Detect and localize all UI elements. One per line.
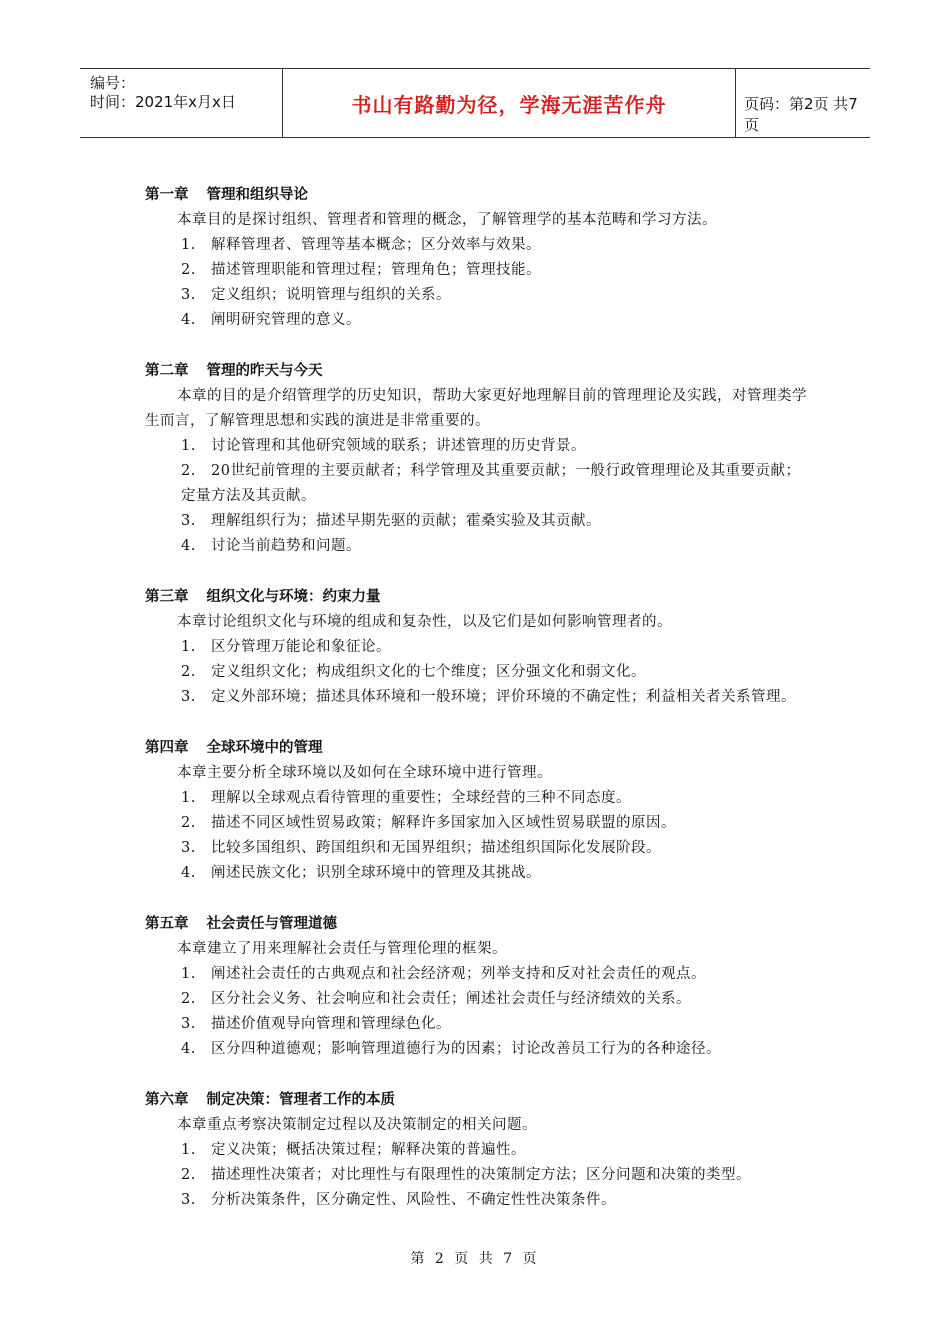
chapter-number: 第一章 <box>145 187 189 203</box>
objective-text: 描述价值观导向管理和管理绿色化。 <box>211 1016 451 1032</box>
objective-item <box>145 1012 815 1037</box>
objective-item <box>145 861 815 886</box>
objective-number: 1. <box>181 1142 196 1158</box>
objective-item <box>145 635 815 660</box>
page-footer: 第 2 页 共 7 页 <box>410 1251 540 1267</box>
chapter-title <box>145 359 815 384</box>
objective-item <box>145 1138 815 1163</box>
objective-item <box>145 308 815 333</box>
header-page-cell <box>736 69 870 137</box>
chapter-section <box>145 1088 815 1213</box>
objective-item <box>145 660 815 685</box>
page-info: 页码：第2页 共7页 <box>744 95 858 134</box>
objective-number: 2. <box>181 262 196 278</box>
chapter-intro: 本章重点考察决策制定过程以及决策制定的相关问题。 <box>177 1117 537 1133</box>
chapter-subtitle: 组织文化与环境：约束力量 <box>206 589 381 605</box>
objective-number: 2. <box>181 1167 196 1183</box>
objective-item <box>145 534 815 559</box>
objective-text: 比较多国组织、跨国组织和无国界组织；描述组织国际化发展阶段。 <box>211 840 661 856</box>
chapter-section <box>145 183 815 333</box>
objective-text: 阐述社会责任的古典观点和社会经济观；列举支持和反对社会责任的观点。 <box>211 966 706 982</box>
objective-number: 4. <box>181 538 196 554</box>
objective-text: 阐明研究管理的意义。 <box>211 312 361 328</box>
objective-number: 1. <box>181 237 196 253</box>
objective-number: 4. <box>181 1041 196 1057</box>
document-body <box>145 183 815 1239</box>
objective-item <box>145 786 815 811</box>
time-label: 时间：2021年x月x日 <box>90 93 236 111</box>
objective-text: 描述不同区域性贸易政策；解释许多国家加入区域性贸易联盟的原因。 <box>211 815 676 831</box>
chapter-number: 第五章 <box>145 916 189 932</box>
objective-text: 定义组织；说明管理与组织的关系。 <box>211 287 451 303</box>
header-meta-cell <box>80 69 283 137</box>
objective-number: 2. <box>181 664 196 680</box>
objective-number: 3. <box>181 1192 196 1208</box>
chapter-intro: 本章建立了用来理解社会责任与管理伦理的框架。 <box>177 941 507 957</box>
objective-text: 理解组织行为；描述早期先驱的贡献；霍桑实验及其贡献。 <box>211 513 601 529</box>
objective-text: 理解以全球观点看待管理的重要性；全球经营的三种不同态度。 <box>211 790 631 806</box>
chapter-number: 第三章 <box>145 589 189 605</box>
header-motto-cell <box>283 69 736 137</box>
chapter-section <box>145 736 815 886</box>
objective-item <box>145 1188 815 1213</box>
objective-item <box>145 283 815 308</box>
page-header <box>80 68 870 138</box>
objective-number: 2. <box>181 815 196 831</box>
serial-label: 编号： <box>90 74 136 92</box>
chapter-subtitle: 制定决策：管理者工作的本质 <box>206 1092 395 1108</box>
objective-text: 定义决策；概括决策过程；解释决策的普遍性。 <box>211 1142 526 1158</box>
objective-item <box>145 836 815 861</box>
objective-item <box>145 987 815 1012</box>
objective-number: 1. <box>181 438 196 454</box>
objective-text: 描述管理职能和管理过程；管理角色；管理技能。 <box>211 262 541 278</box>
chapter-subtitle: 管理的昨天与今天 <box>206 363 323 379</box>
chapter-section <box>145 359 815 559</box>
objective-item <box>145 685 815 710</box>
objective-number: 2. <box>181 991 196 1007</box>
objective-number: 1. <box>181 966 196 982</box>
objective-text: 描述理性决策者；对比理性与有限理性的决策制定方法；区分问题和决策的类型。 <box>211 1167 751 1183</box>
chapter-title <box>145 736 815 761</box>
objective-text: 定义组织文化；构成组织文化的七个维度；区分强文化和弱文化。 <box>211 664 646 680</box>
objective-number: 3. <box>181 689 196 705</box>
chapter-intro: 本章的目的是介绍管理学的历史知识，帮助大家更好地理解目前的管理理论及实践，对管理类学生而言，了解管理思想和实践的演进是非常重要的。 <box>145 388 807 429</box>
objective-item <box>145 233 815 258</box>
objective-number: 3. <box>181 840 196 856</box>
objective-text: 区分四种道德观；影响管理道德行为的因素；讨论改善员工行为的各种途径。 <box>211 1041 721 1057</box>
chapter-title <box>145 585 815 610</box>
objective-text: 讨论当前趋势和问题。 <box>211 538 361 554</box>
objective-text: 区分社会义务、社会响应和社会责任；阐述社会责任与经济绩效的关系。 <box>211 991 691 1007</box>
objective-item <box>145 811 815 836</box>
motto: 书山有路勤为径，学海无涯苦作舟 <box>351 93 667 117</box>
chapter-number: 第四章 <box>145 740 189 756</box>
objective-text: 讨论管理和其他研究领域的联系；讲述管理的历史背景。 <box>211 438 586 454</box>
objective-number: 1. <box>181 790 196 806</box>
objective-item <box>145 434 815 459</box>
chapter-title <box>145 183 815 208</box>
objective-number: 3. <box>181 287 196 303</box>
objective-text: 定义外部环境；描述具体环境和一般环境；评价环境的不确定性；利益相关者关系管理。 <box>211 689 796 705</box>
objective-text: 区分管理万能论和象征论。 <box>211 639 391 655</box>
chapter-number: 第六章 <box>145 1092 189 1108</box>
objective-text: 解释管理者、管理等基本概念；区分效率与效果。 <box>211 237 541 253</box>
objective-text: 分析决策条件，区分确定性、风险性、不确定性性决策条件。 <box>211 1192 616 1208</box>
chapter-intro: 本章主要分析全球环境以及如何在全球环境中进行管理。 <box>177 765 552 781</box>
chapter-title <box>145 1088 815 1113</box>
objective-number: 2. <box>181 463 196 479</box>
chapter-subtitle: 管理和组织导论 <box>206 187 308 203</box>
chapter-section <box>145 912 815 1062</box>
objective-number: 4. <box>181 312 196 328</box>
chapter-number: 第二章 <box>145 363 189 379</box>
objective-item <box>145 962 815 987</box>
objective-number: 3. <box>181 1016 196 1032</box>
chapter-subtitle: 社会责任与管理道德 <box>206 916 337 932</box>
chapter-intro: 本章目的是探讨组织、管理者和管理的概念，了解管理学的基本范畴和学习方法。 <box>177 212 717 228</box>
chapter-section <box>145 585 815 710</box>
objective-text: 20世纪前管理的主要贡献者；科学管理及其重要贡献；一般行政管理理论及其重要贡献；定量方法及其贡献。 <box>181 463 801 504</box>
objective-item <box>145 1037 815 1062</box>
chapter-subtitle: 全球环境中的管理 <box>206 740 323 756</box>
chapter-title <box>145 912 815 937</box>
objective-text: 阐述民族文化；识别全球环境中的管理及其挑战。 <box>211 865 541 881</box>
objective-number: 3. <box>181 513 196 529</box>
objective-item <box>145 509 815 534</box>
objective-item <box>145 459 815 509</box>
objective-item <box>145 258 815 283</box>
objective-item <box>145 1163 815 1188</box>
objective-number: 4. <box>181 865 196 881</box>
chapter-intro: 本章讨论组织文化与环境的组成和复杂性，以及它们是如何影响管理者的。 <box>177 614 672 630</box>
objective-number: 1. <box>181 639 196 655</box>
